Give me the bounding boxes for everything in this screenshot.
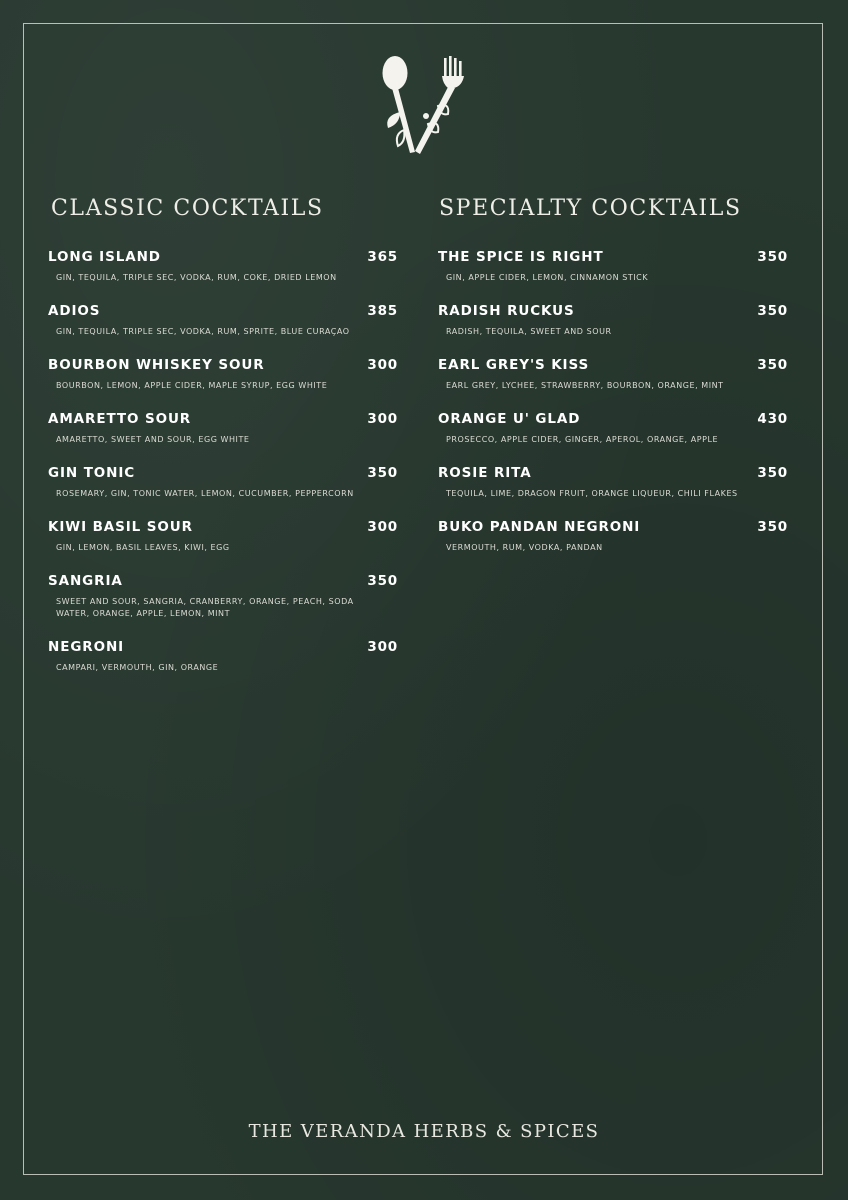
item-description: VERMOUTH, RUM, VODKA, PANDAN bbox=[446, 543, 603, 552]
item-name: ADIOS bbox=[48, 303, 101, 319]
item-name: ROSIE RITA bbox=[438, 465, 532, 481]
menu-item bbox=[438, 465, 788, 500]
item-price: 350 bbox=[757, 357, 788, 373]
menu-item bbox=[438, 519, 788, 554]
item-price: 350 bbox=[757, 465, 788, 481]
item-name: NEGRONI bbox=[48, 639, 125, 655]
item-price: 300 bbox=[367, 519, 398, 535]
item-name: KIWI BASIL SOUR bbox=[48, 519, 193, 535]
item-price: 350 bbox=[757, 519, 788, 535]
item-price: 350 bbox=[757, 303, 788, 319]
specialty-cocktails-title: SPECIALTY COCKTAILS bbox=[439, 196, 742, 221]
item-description: CAMPARI, VERMOUTH, GIN, ORANGE bbox=[56, 663, 219, 672]
item-price: 300 bbox=[367, 639, 398, 655]
item-description: PROSECCO, APPLE CIDER, GINGER, APEROL, ORANGE, APPLE bbox=[446, 435, 719, 444]
item-name: RADISH RUCKUS bbox=[438, 303, 575, 319]
item-name: SANGRIA bbox=[48, 573, 123, 589]
item-price: 350 bbox=[367, 465, 398, 481]
item-name: BUKO PANDAN NEGRONI bbox=[438, 519, 641, 535]
item-description: EARL GREY, LYCHEE, STRAWBERRY, BOURBON, ORANGE, MINT bbox=[446, 381, 724, 390]
specialty-cocktails-list bbox=[438, 249, 788, 573]
item-description: AMARETTO, SWEET AND SOUR, EGG WHITE bbox=[56, 435, 250, 444]
menu-item bbox=[48, 249, 398, 284]
menu-item bbox=[48, 465, 398, 500]
item-price: 385 bbox=[367, 303, 398, 319]
item-name: THE SPICE IS RIGHT bbox=[438, 249, 604, 265]
item-description: GIN, LEMON, BASIL LEAVES, KIWI, EGG bbox=[56, 543, 230, 552]
menu-item bbox=[438, 249, 788, 284]
menu-item bbox=[48, 357, 398, 392]
item-name: BOURBON WHISKEY SOUR bbox=[48, 357, 265, 373]
item-description: BOURBON, LEMON, APPLE CIDER, MAPLE SYRUP, EGG WHITE bbox=[56, 381, 328, 390]
item-price: 365 bbox=[367, 249, 398, 265]
item-price: 350 bbox=[367, 573, 398, 589]
menu-item bbox=[48, 639, 398, 674]
item-name: AMARETTO SOUR bbox=[48, 411, 192, 427]
item-description: TEQUILA, LIME, DRAGON FRUIT, ORANGE LIQUEUR, CHILI FLAKES bbox=[446, 489, 738, 498]
menu-item bbox=[438, 411, 788, 446]
classic-cocktails-title: CLASSIC COCKTAILS bbox=[51, 196, 324, 221]
menu-item bbox=[48, 411, 398, 446]
menu-item bbox=[438, 357, 788, 392]
item-name: EARL GREY'S KISS bbox=[438, 357, 590, 373]
restaurant-name-footer: THE VERANDA HERBS & SPICES bbox=[248, 1121, 600, 1142]
item-description: SWEET AND SOUR, SANGRIA, CRANBERRY, ORANGE, PEACH, SODA WATER, ORANGE, APPLE, LEMON, MINT bbox=[56, 597, 354, 618]
menu-item bbox=[438, 303, 788, 338]
item-price: 430 bbox=[757, 411, 788, 427]
item-name: LONG ISLAND bbox=[48, 249, 161, 265]
menu-item bbox=[48, 303, 398, 338]
item-description: ROSEMARY, GIN, TONIC WATER, LEMON, CUCUMBER, PEPPERCORN bbox=[56, 489, 354, 498]
item-price: 350 bbox=[757, 249, 788, 265]
item-price: 300 bbox=[367, 411, 398, 427]
item-name: ORANGE U' GLAD bbox=[438, 411, 581, 427]
menu-item bbox=[48, 519, 398, 554]
item-description: GIN, APPLE CIDER, LEMON, CINNAMON STICK bbox=[446, 273, 649, 282]
item-price: 300 bbox=[367, 357, 398, 373]
classic-cocktails-list bbox=[48, 249, 398, 693]
menu-item bbox=[48, 573, 398, 620]
item-name: GIN TONIC bbox=[48, 465, 136, 481]
item-description: RADISH, TEQUILA, SWEET AND SOUR bbox=[446, 327, 612, 336]
spoon-fork-v-icon bbox=[378, 54, 470, 162]
item-description: GIN, TEQUILA, TRIPLE SEC, VODKA, RUM, SPRITE, BLUE CURAÇAO bbox=[56, 327, 350, 336]
item-description: GIN, TEQUILA, TRIPLE SEC, VODKA, RUM, COKE, DRIED LEMON bbox=[56, 273, 337, 282]
